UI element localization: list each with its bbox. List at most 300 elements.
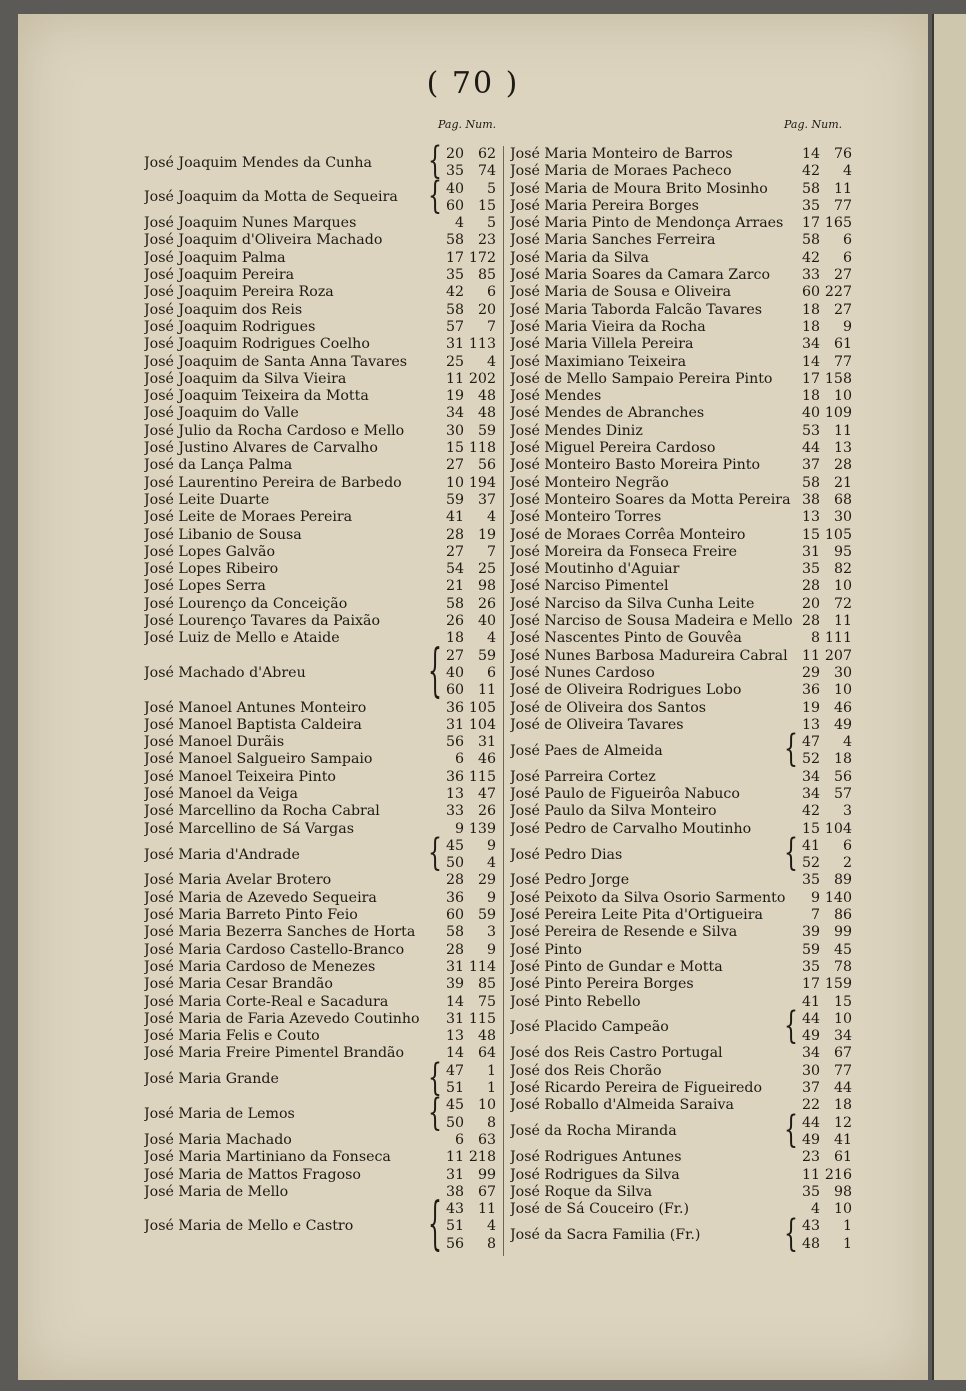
entry-name: José Maria de Mello xyxy=(144,1183,289,1200)
reference xyxy=(440,302,496,319)
page-ref: 58 xyxy=(801,232,820,249)
page-ref: 43 xyxy=(801,1218,820,1235)
index-entry xyxy=(144,1011,496,1028)
index-entry xyxy=(510,1006,852,1049)
entry-references xyxy=(440,717,496,734)
entry-references xyxy=(440,1045,496,1062)
page-ref: 60 xyxy=(445,197,464,214)
page-ref: 7 xyxy=(810,907,820,924)
entry-references xyxy=(440,1167,496,1184)
number-ref: 98 xyxy=(833,1183,852,1200)
page-ref: 41 xyxy=(801,837,820,854)
reference xyxy=(440,163,496,180)
index-entry xyxy=(510,1045,852,1062)
number-ref: 78 xyxy=(833,958,852,975)
page-ref: 51 xyxy=(445,1080,464,1097)
reference xyxy=(796,405,852,422)
page-ref: 58 xyxy=(445,232,464,249)
entry-name: José Maria Felis e Couto xyxy=(144,1028,320,1045)
page-ref: 28 xyxy=(801,613,820,630)
page-ref: 15 xyxy=(445,440,464,457)
entry-references xyxy=(440,302,496,319)
index-entry xyxy=(510,959,852,976)
index-entry xyxy=(510,1149,852,1166)
entry-references xyxy=(440,215,496,232)
page-ref: 58 xyxy=(445,924,464,941)
entry-references xyxy=(796,198,852,215)
index-entry xyxy=(510,942,852,959)
entry-name: José Nunes Cardoso xyxy=(510,664,655,681)
reference xyxy=(440,942,496,959)
reference xyxy=(796,319,852,336)
page-ref: 34 xyxy=(445,405,464,422)
number-ref: 218 xyxy=(468,1149,496,1166)
book-page xyxy=(18,14,928,1380)
reference xyxy=(440,1218,496,1235)
page-ref: 19 xyxy=(445,388,464,405)
reference xyxy=(796,734,852,751)
entry-references xyxy=(440,942,496,959)
reference xyxy=(796,665,852,682)
page-ref: 31 xyxy=(445,958,464,975)
number-ref: 10 xyxy=(833,1201,852,1218)
right-index-column xyxy=(510,146,852,1257)
entry-references xyxy=(796,1063,852,1080)
index-entry xyxy=(510,630,852,647)
entry-name: José Rodrigues Antunes xyxy=(510,1149,682,1166)
index-entry xyxy=(510,907,852,924)
reference xyxy=(440,786,496,803)
index-entry xyxy=(510,1097,852,1114)
reference xyxy=(796,630,852,647)
page-ref: 52 xyxy=(801,855,820,872)
index-entry xyxy=(510,665,852,682)
page-ref: 59 xyxy=(445,491,464,508)
right-column-header: Pag. Num. xyxy=(784,118,843,131)
reference xyxy=(796,215,852,232)
index-entry xyxy=(144,717,496,734)
page-ref: 20 xyxy=(801,595,820,612)
entry-name: José Pedro de Carvalho Moutinho xyxy=(510,820,752,837)
entry-references xyxy=(796,700,852,717)
reference xyxy=(796,682,852,699)
page-ref: 34 xyxy=(801,768,820,785)
reference xyxy=(796,250,852,267)
index-entry xyxy=(510,163,852,180)
page-ref: 10 xyxy=(445,474,464,491)
reference xyxy=(440,1201,496,1218)
entry-references xyxy=(440,267,496,284)
entry-references xyxy=(796,717,852,734)
index-entry xyxy=(144,527,496,544)
number-ref: 74 xyxy=(477,163,496,180)
entry-name: José Maria de Moura Brito Mosinho xyxy=(510,180,768,197)
number-ref: 77 xyxy=(833,197,852,214)
brace-mark: { xyxy=(428,639,442,705)
index-entry xyxy=(510,994,852,1011)
index-entry xyxy=(510,1109,852,1153)
reference xyxy=(796,1011,852,1028)
number-ref: 10 xyxy=(833,388,852,405)
number-ref: 26 xyxy=(477,803,496,820)
index-entry xyxy=(510,769,852,786)
entry-name: José Manoel Durãis xyxy=(144,734,285,751)
page-ref: 56 xyxy=(445,1235,464,1252)
index-entry xyxy=(144,509,496,526)
entry-references xyxy=(796,1011,852,1046)
entry-references xyxy=(440,838,496,873)
number-ref: 68 xyxy=(833,491,852,508)
entry-name: José Laurentino Pereira de Barbedo xyxy=(144,474,402,491)
reference xyxy=(440,509,496,526)
number-ref: 23 xyxy=(477,232,496,249)
number-ref: 3 xyxy=(486,924,496,941)
index-entry xyxy=(510,729,852,772)
reference xyxy=(796,855,852,872)
number-ref: 1 xyxy=(842,1218,852,1235)
entry-name: José Monteiro Torres xyxy=(510,509,662,526)
index-entry xyxy=(510,475,852,492)
number-ref: 75 xyxy=(477,993,496,1010)
number-ref: 158 xyxy=(824,370,852,387)
page-ref: 27 xyxy=(445,543,464,560)
index-entry xyxy=(144,1167,496,1184)
reference xyxy=(796,475,852,492)
index-entry xyxy=(144,1028,496,1045)
index-entry xyxy=(510,423,852,440)
entry-name: José Paulo de Figueirôa Nabuco xyxy=(510,785,740,802)
entry-name: José Pinto xyxy=(510,941,582,958)
entry-references xyxy=(796,146,852,163)
number-ref: 37 xyxy=(477,491,496,508)
index-entry xyxy=(144,457,496,474)
entry-references xyxy=(440,613,496,630)
number-ref: 8 xyxy=(486,1235,496,1252)
entry-references xyxy=(796,267,852,284)
entry-references xyxy=(440,976,496,993)
entry-references xyxy=(440,734,496,751)
number-ref: 4 xyxy=(842,163,852,180)
index-entry xyxy=(144,141,496,184)
index-entry xyxy=(144,924,496,941)
number-ref: 67 xyxy=(833,1045,852,1062)
entry-name: José Maria Avelar Brotero xyxy=(144,872,332,889)
entry-name: José Miguel Pereira Cardoso xyxy=(510,440,716,457)
reference xyxy=(440,267,496,284)
entry-name: José de Oliveira dos Santos xyxy=(510,699,707,716)
index-entry xyxy=(510,215,852,232)
entry-references xyxy=(796,405,852,422)
entry-name: José Lopes Ribeiro xyxy=(144,561,279,578)
index-entry xyxy=(510,596,852,613)
page-ref: 9 xyxy=(810,889,820,906)
number-ref: 159 xyxy=(824,976,852,993)
number-ref: 1 xyxy=(842,1235,852,1252)
entry-references xyxy=(796,1097,852,1114)
reference xyxy=(440,1063,496,1080)
entry-name: José Maria de Moraes Pacheco xyxy=(510,163,732,180)
entry-references xyxy=(440,890,496,907)
entry-name: José de Sá Couceiro (Fr.) xyxy=(510,1201,689,1218)
brace-mark: { xyxy=(428,175,442,219)
reference xyxy=(440,1167,496,1184)
index-entry xyxy=(144,388,496,405)
entry-name: José Mendes Diniz xyxy=(510,422,643,439)
index-entry xyxy=(510,717,852,734)
reference xyxy=(796,613,852,630)
brace-mark: { xyxy=(784,1109,798,1153)
index-entry xyxy=(510,578,852,595)
page-ref: 18 xyxy=(445,630,464,647)
number-ref: 10 xyxy=(477,1097,496,1114)
entry-references xyxy=(796,1184,852,1201)
number-ref: 30 xyxy=(833,664,852,681)
entry-references xyxy=(796,1045,852,1062)
page-ref: 18 xyxy=(801,301,820,318)
entry-name: José Roque da Silva xyxy=(510,1183,653,1200)
brace-mark: { xyxy=(428,141,442,184)
number-ref: 15 xyxy=(477,197,496,214)
number-ref: 27 xyxy=(833,267,852,284)
entry-references xyxy=(440,336,496,353)
reference xyxy=(440,700,496,717)
index-entry xyxy=(510,648,852,665)
page-ref: 11 xyxy=(445,1149,464,1166)
entry-references xyxy=(796,440,852,457)
number-ref: 57 xyxy=(833,785,852,802)
page-ref: 26 xyxy=(445,613,464,630)
entry-name: José Joaquim d'Oliveira Machado xyxy=(144,232,383,249)
index-entry xyxy=(510,976,852,993)
entry-name: José Maria de Mello e Castro xyxy=(144,1218,354,1235)
reference xyxy=(440,734,496,751)
reference xyxy=(440,284,496,301)
number-ref: 4 xyxy=(486,509,496,526)
number-ref: 4 xyxy=(842,734,852,751)
entry-name: José Moutinho d'Aguiar xyxy=(510,561,680,578)
entry-name: José Maria Taborda Falcão Tavares xyxy=(510,301,763,318)
entry-references xyxy=(440,1097,496,1132)
entry-name: José Maximiano Teixeira xyxy=(510,353,687,370)
page-ref: 35 xyxy=(801,197,820,214)
page-ref: 28 xyxy=(445,872,464,889)
entry-name: José Pereira de Resende e Silva xyxy=(510,924,738,941)
number-ref: 105 xyxy=(468,699,496,716)
entry-name: José Maria Pinto de Mendonça Arraes xyxy=(510,215,784,232)
reference xyxy=(440,959,496,976)
number-ref: 49 xyxy=(833,716,852,733)
number-ref: 56 xyxy=(477,457,496,474)
entry-references xyxy=(796,302,852,319)
entry-name: José Joaquim do Valle xyxy=(144,405,299,422)
entry-references xyxy=(440,959,496,976)
entry-name: José Manoel Teixeira Pinto xyxy=(144,768,336,785)
number-ref: 10 xyxy=(833,578,852,595)
index-entry xyxy=(144,336,496,353)
reference xyxy=(440,907,496,924)
index-entry xyxy=(144,1184,496,1201)
entry-name: José Joaquim Rodrigues Coelho xyxy=(144,336,370,353)
number-ref: 47 xyxy=(477,785,496,802)
page-ref: 60 xyxy=(445,907,464,924)
page-ref: 30 xyxy=(445,422,464,439)
number-ref: 48 xyxy=(477,405,496,422)
number-ref: 7 xyxy=(486,543,496,560)
reference xyxy=(796,907,852,924)
entry-name: José Manoel Baptista Caldeira xyxy=(144,716,362,733)
entry-references xyxy=(440,250,496,267)
index-entry xyxy=(144,751,496,768)
page-ref: 34 xyxy=(801,785,820,802)
index-entry xyxy=(510,232,852,249)
number-ref: 139 xyxy=(468,820,496,837)
reference xyxy=(796,457,852,474)
reference xyxy=(796,959,852,976)
page-ref: 35 xyxy=(445,163,464,180)
index-entry xyxy=(510,1184,852,1201)
brace-mark: { xyxy=(784,833,798,876)
page-ref: 22 xyxy=(801,1097,820,1114)
entry-references xyxy=(796,215,852,232)
reference xyxy=(796,872,852,889)
page-ref: 44 xyxy=(801,440,820,457)
page-ref: 38 xyxy=(445,1183,464,1200)
reference xyxy=(440,1149,496,1166)
entry-name: José de Oliveira Tavares xyxy=(510,716,684,733)
index-entry xyxy=(510,872,852,889)
entry-references xyxy=(440,786,496,803)
page-ref: 20 xyxy=(445,146,464,162)
page-ref: 41 xyxy=(445,509,464,526)
number-ref: 4 xyxy=(486,353,496,370)
number-ref: 46 xyxy=(477,751,496,768)
page-ref: 59 xyxy=(801,941,820,958)
page-ref: 15 xyxy=(801,526,820,543)
entry-name: José Maria de Sousa e Oliveira xyxy=(510,284,732,301)
reference xyxy=(796,440,852,457)
index-entry xyxy=(510,267,852,284)
index-entry xyxy=(144,544,496,561)
index-entry xyxy=(510,786,852,803)
entry-references xyxy=(796,803,852,820)
page-ref: 45 xyxy=(445,1097,464,1114)
index-entry xyxy=(144,215,496,232)
entry-references xyxy=(796,457,852,474)
entry-name: José Joaquim Palma xyxy=(144,249,286,266)
entry-name: José Lopes Serra xyxy=(144,578,266,595)
entry-name: José Joaquim da Motta de Sequeira xyxy=(144,189,398,206)
index-entry xyxy=(510,527,852,544)
page-ref: 27 xyxy=(445,457,464,474)
page-ref: 28 xyxy=(801,578,820,595)
index-entry xyxy=(510,336,852,353)
number-ref: 99 xyxy=(833,924,852,941)
entry-name: José Manoel Antunes Monteiro xyxy=(144,699,367,716)
reference xyxy=(440,215,496,232)
entry-references xyxy=(440,457,496,474)
reference xyxy=(440,769,496,786)
entry-name: José Marcellino da Rocha Cabral xyxy=(144,803,380,820)
reference xyxy=(796,1184,852,1201)
number-ref: 5 xyxy=(486,215,496,232)
index-entry xyxy=(144,769,496,786)
entry-name: José Pereira Leite Pita d'Ortigueira xyxy=(510,907,763,924)
entry-name: José dos Reis Chorão xyxy=(510,1062,662,1079)
entry-name: José Mendes de Abranches xyxy=(510,405,705,422)
index-entry xyxy=(510,509,852,526)
entry-references xyxy=(440,319,496,336)
reference xyxy=(440,682,496,699)
index-entry xyxy=(510,198,852,215)
entry-references xyxy=(796,1218,852,1253)
entry-name: José Maria d'Andrade xyxy=(144,846,300,863)
page-ref: 35 xyxy=(801,1183,820,1200)
entry-name: José Moreira da Fonseca Freire xyxy=(510,543,738,560)
number-ref: 86 xyxy=(833,907,852,924)
number-ref: 18 xyxy=(833,1097,852,1114)
index-entry xyxy=(510,682,852,699)
entry-references xyxy=(796,994,852,1011)
number-ref: 28 xyxy=(833,457,852,474)
reference xyxy=(796,284,852,301)
number-ref: 6 xyxy=(842,232,852,249)
number-ref: 25 xyxy=(477,561,496,578)
entry-references xyxy=(796,596,852,613)
index-entry xyxy=(510,146,852,163)
entry-references xyxy=(796,492,852,509)
entry-references xyxy=(796,475,852,492)
index-entry xyxy=(144,354,496,371)
column-divider xyxy=(503,146,504,1256)
page-ref: 57 xyxy=(445,318,464,335)
reference xyxy=(440,578,496,595)
reference xyxy=(796,1063,852,1080)
reference xyxy=(796,1097,852,1114)
page-ref: 39 xyxy=(445,976,464,993)
page-number: ( 70 ) xyxy=(426,66,520,101)
reference xyxy=(440,1045,496,1062)
reference xyxy=(796,388,852,405)
entry-references xyxy=(796,976,852,993)
reference xyxy=(440,181,496,198)
index-entry xyxy=(144,1057,496,1101)
entry-references xyxy=(440,492,496,509)
entry-references xyxy=(796,1201,852,1218)
entry-references xyxy=(796,665,852,682)
reference xyxy=(440,423,496,440)
brace-mark: { xyxy=(784,1006,798,1049)
number-ref: 11 xyxy=(833,613,852,630)
index-entry xyxy=(144,786,496,803)
entry-references xyxy=(440,371,496,388)
number-ref: 77 xyxy=(833,1062,852,1079)
reference xyxy=(796,717,852,734)
entry-name: José Luiz de Mello e Ataide xyxy=(144,630,340,647)
index-entry xyxy=(144,267,496,284)
page-ref: 40 xyxy=(445,180,464,197)
entry-references xyxy=(796,734,852,769)
entry-name: José Joaquim de Santa Anna Tavares xyxy=(144,353,408,370)
number-ref: 18 xyxy=(833,751,852,768)
number-ref: 115 xyxy=(468,1010,496,1027)
entry-name: José Pinto de Gundar e Motta xyxy=(510,958,723,975)
reference xyxy=(796,1201,852,1218)
number-ref: 9 xyxy=(486,941,496,958)
left-index-column xyxy=(144,141,496,1259)
reference xyxy=(440,527,496,544)
reference xyxy=(440,855,496,872)
reference xyxy=(440,1184,496,1201)
